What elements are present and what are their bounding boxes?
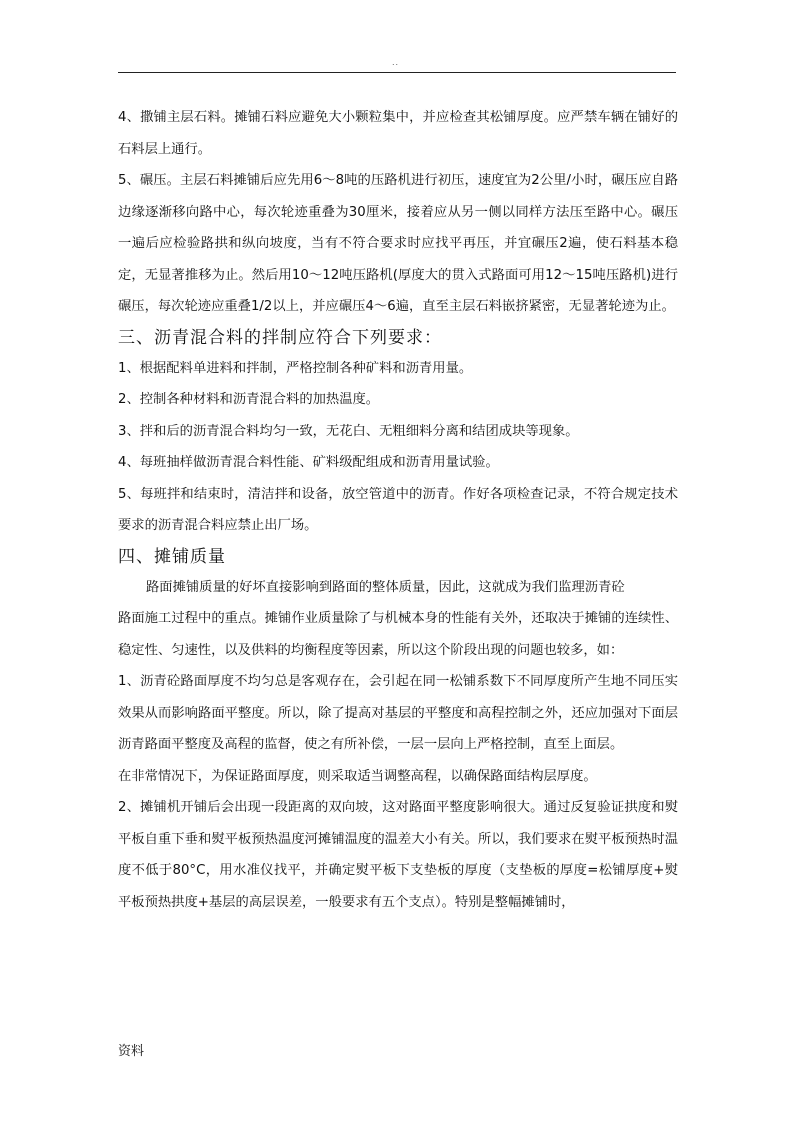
section-4-heading: 四、摊铺质量 [118,546,226,567]
header-mark: .. [392,58,400,67]
section-4-intro-line1: 路面摊铺质量的好坏直接影响到路面的整体质量，因此，这就成为我们监理沥青砼 [146,579,625,595]
header-rule [118,72,676,73]
paragraph-rolling: 5、碾压。主层石料摊铺后应先用6～8吨的压路机进行初压，速度宜为2公里/小时，碾压应自路边缘逐渐移向路中心，每次轮迹重叠为30厘米，接着应从另一侧以同样方法压至路中心。碾压一遍后应检验路拱和纵向坡度，当有不符合要求时应找平再压，并宜碾压2遍，使石料基本稳定，无显著推移为止。然后用10～12吨压路机(厚度大的贯入式路面可用12～15吨压路机)进行碾压，每次轮迹应重叠1/2以上，并应碾压4～6遍，直至主层石料嵌挤紧密，无显著轮迹为止。 [118,173,678,314]
section-4-intro-rest: 路面施工过程中的重点。摊铺作业质量除了与机械本身的性能有关外，还取决于摊铺的连续性、稳定性、匀速性，以及供料的均衡程度等因素，所以这个阶段出现的问题也较多，如： [118,611,678,658]
document-body [118,102,678,918]
paragraph-spreading-stone: 4、撒铺主层石料。摊铺石料应避免大小颗粒集中，并应检查其松铺厚度。应严禁车辆在铺好的石料层上通行。 [118,110,678,157]
section-3-item-5: 5、每班拌和结束时，清洁拌和设备，放空管道中的沥青。作好各项检查记录，不符合规定技术要求的沥青混合料应禁止出厂场。 [118,486,678,533]
section-4-item-2: 2、摊铺机开铺后会出现一段距离的双向坡，这对路面平整度影响很大。通过反复验证拱度和熨平板自重下垂和熨平板预热温度河摊铺温度的温差大小有关。所以，我们要求在熨平板预热时温度不低于80°C，用水准仪找平，并确定熨平板下支垫板的厚度（支垫板的厚度=松铺厚度+熨平板预热拱度+基层的高层误差，一般要求有五个支点）。特别是整幅摊铺时， [118,800,678,910]
section-3-item-3: 3、拌和后的沥青混合料均匀一致，无花白、无粗细料分离和结团成块等现象。 [118,423,579,439]
section-4-item-1: 1、沥青砼路面厚度不均匀总是客观存在，会引起在同一松铺系数下不同厚度所产生地不同压实效果从而影响路面平整度。所以，除了提高对基层的平整度和高程控制之外，还应加强对下面层沥青路面平整度及高程的监督，使之有所补偿，一层一层向上严格控制，直至上面层。 [118,674,678,752]
section-3-item-2: 2、控制各种材料和沥青混合料的加热温度。 [118,392,380,407]
section-3-heading: 三、沥青混合料的拌制应符合下列要求： [118,327,442,348]
section-3-item-4: 4、每班抽样做沥青混合料性能、矿料级配组成和沥青用量试验。 [118,455,499,470]
section-3-item-1: 1、根据配料单进料和拌制，严格控制各种矿料和沥青用量。 [118,360,473,376]
footer-label: 资料 [118,1044,145,1059]
section-4-note: 在非常情况下，为保证路面厚度，则采取适当调整高程，以确保路面结构层厚度。 [118,768,597,784]
